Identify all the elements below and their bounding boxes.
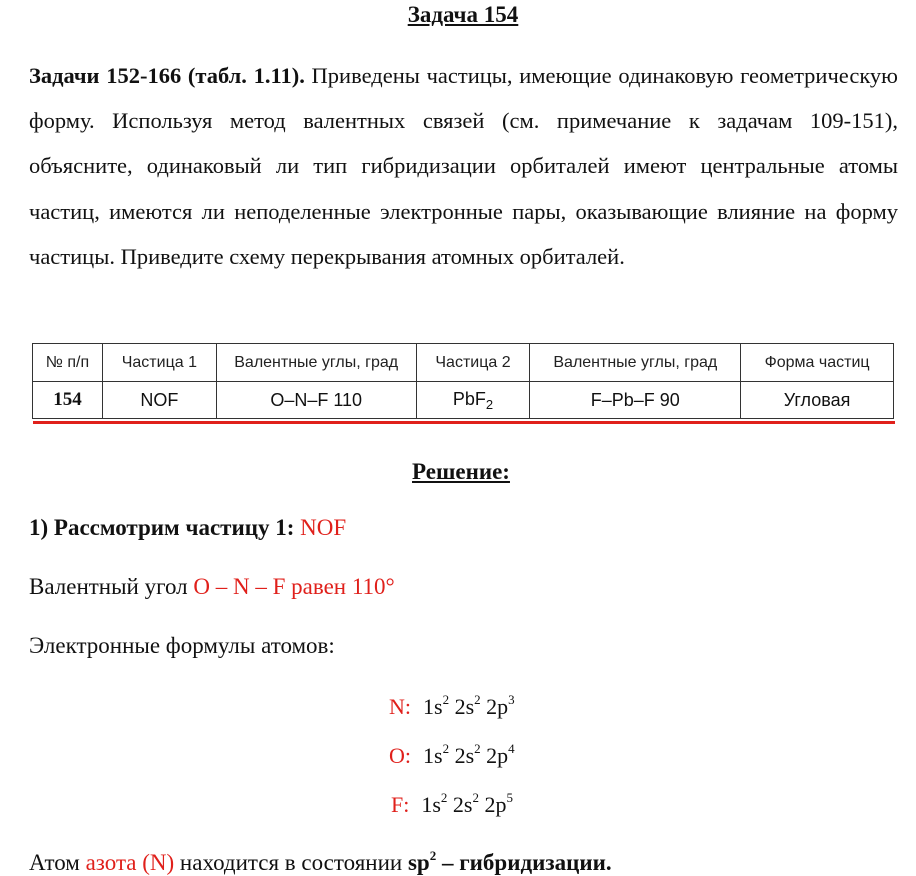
table-header-row — [33, 344, 894, 382]
cell-angles2: F–Pb–F 90 — [530, 382, 741, 419]
cell-particle1: NOF — [102, 382, 216, 419]
header-shape: Форма частиц — [741, 344, 894, 382]
table-red-underline — [33, 421, 895, 424]
particle2-subscript: 2 — [485, 396, 494, 412]
config-element: O: — [389, 743, 411, 768]
header-particle1: Частица 1 — [102, 344, 216, 382]
config-element: F: — [391, 792, 410, 817]
formulas-label: Электронные формулы атомов: — [29, 633, 335, 658]
step1-label: 1) Рассмотрим частицу 1: — [29, 515, 295, 540]
config-n: N: $1s^2$ $2s^2$ $2p^3$ — [389, 692, 515, 719]
angle-text: Валентный угол — [29, 574, 188, 599]
hybridization-line: Атом азота (N) находится в состоянии $sp^2$ – гибридизации. — [29, 848, 612, 875]
angle-value: O – N – F равен 110° — [193, 574, 395, 599]
step1-line — [29, 515, 346, 541]
task-table — [32, 343, 894, 419]
config-f: F: $1s^2$ $2s^2$ $2p^5$ — [391, 790, 513, 817]
cell-particle2 — [416, 382, 530, 419]
nitrogen-label: азота (N) — [85, 850, 175, 875]
hybridization-type: $sp^2$ – гибридизации. — [407, 848, 612, 875]
cell-shape: Угловая — [741, 382, 894, 419]
config-element: N: — [389, 694, 411, 719]
task-statement — [29, 53, 898, 279]
header-num: № п/п — [33, 344, 103, 382]
angle-line — [29, 574, 395, 600]
header-angles1: Валентные углы, град — [216, 344, 416, 382]
particle2-base: PbF — [452, 388, 486, 409]
step1-particle: NOF — [300, 515, 347, 540]
task-lead: Задачи 152-166 (табл. 1.11). — [29, 63, 305, 88]
config-o: O: $1s^2$ $2s^2$ $2p^4$ — [389, 741, 515, 768]
page-title: Задача 154 — [407, 2, 519, 27]
cell-angles1: O–N–F 110 — [216, 382, 416, 419]
cell-num: 154 — [33, 382, 103, 419]
solution-title: Решение: — [412, 459, 510, 484]
table-row — [33, 382, 894, 419]
header-angles2: Валентные углы, град — [530, 344, 741, 382]
task-text: Приведены частицы, имеющие одинаковую геометрическую форму. Используя метод валентных связей (см. примечание к задачам 109-151), объясните, одинаковый ли тип гибридизации орбиталей имеют центральные атомы частиц, имеются ли неподеленные электронные пары, оказывающие влияние на форму частицы. Приведите схему перекрывания атомных орбиталей. — [29, 63, 898, 269]
header-particle2: Частица 2 — [416, 344, 530, 382]
